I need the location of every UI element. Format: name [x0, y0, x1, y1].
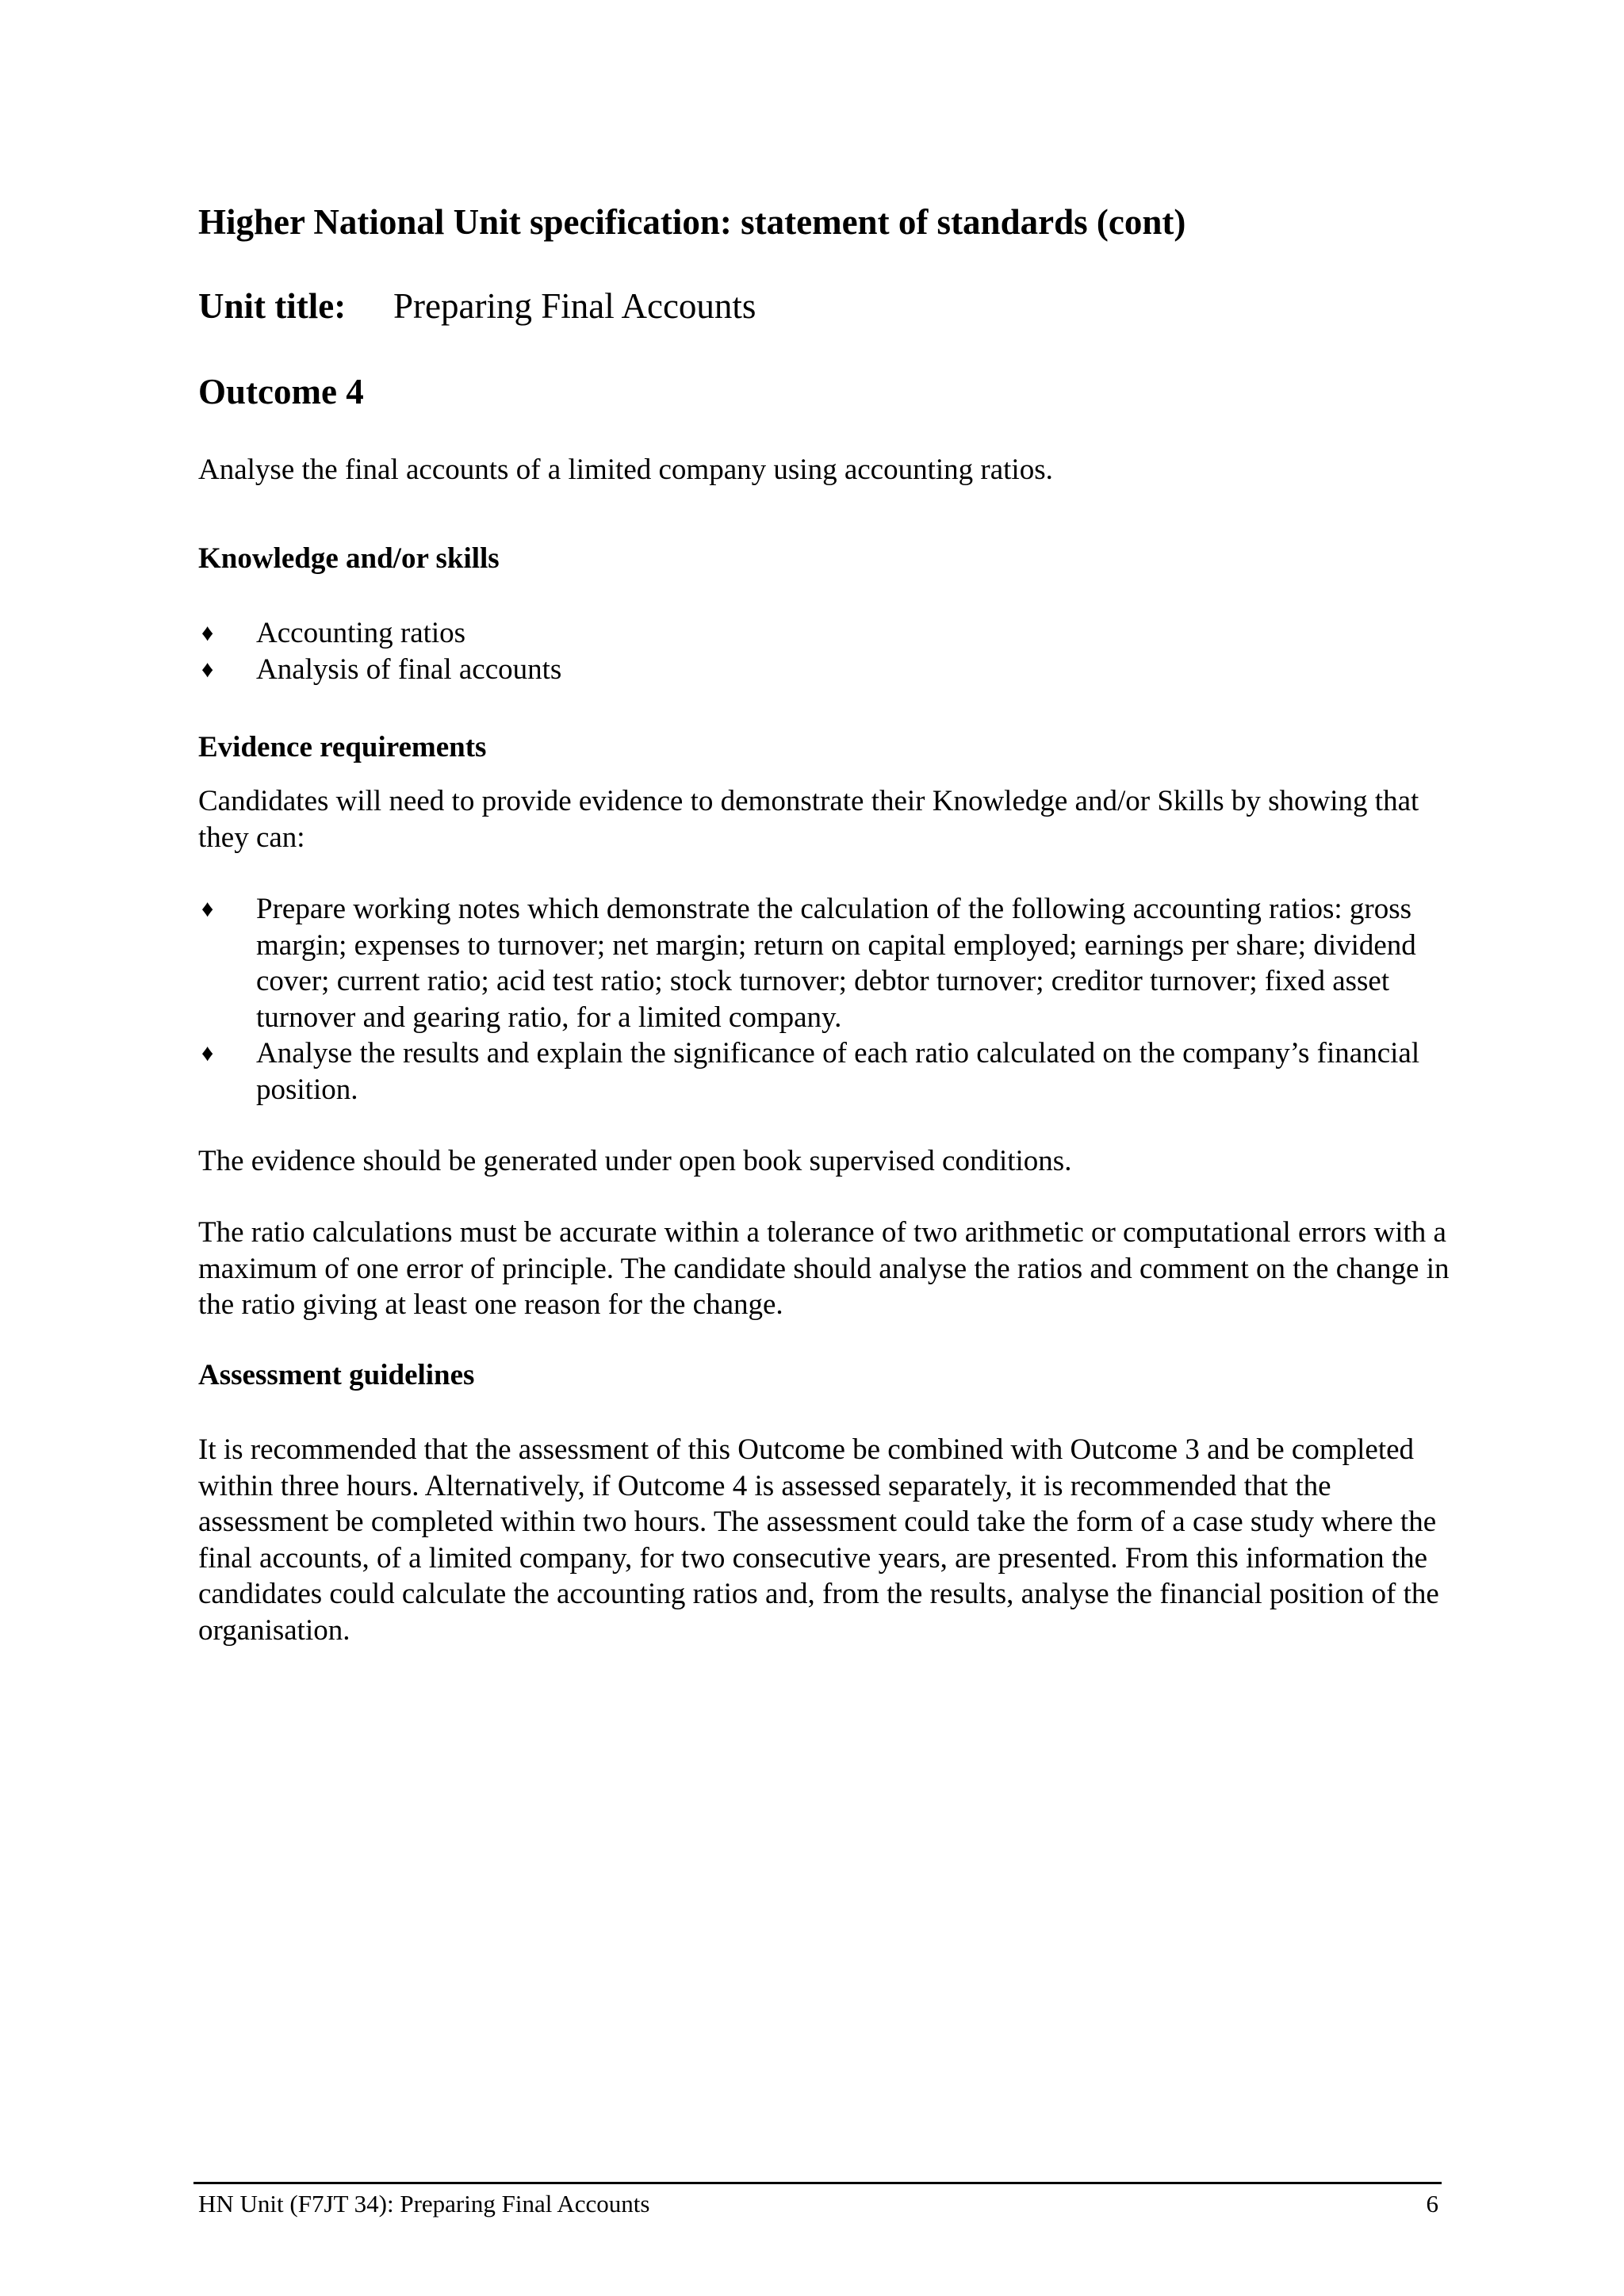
unit-title-label: Unit title: — [198, 286, 347, 326]
list-item — [198, 891, 1451, 1035]
diamond-bullet-icon: ♦ — [201, 896, 214, 922]
unit-title-row — [198, 284, 756, 328]
list-item — [198, 615, 1451, 652]
assessment-heading: Assessment guidelines — [198, 1359, 475, 1391]
evidence-item-text: Analyse the results and explain the significance of each ratio calculated on the company’s financial position. — [256, 1037, 1420, 1106]
evidence-item-text: Prepare working notes which demonstrate the calculation of the following accounting ratios: gross margin; expenses to turnover; net margin; return on capital employed; earnings per share; dividend cover; current ratio; acid test ratio; stock turnover; debtor turnover; creditor turnover; fixed asset turnover and gearing ratio, for a limited company. — [256, 893, 1416, 1034]
knowledge-heading: Knowledge and/or skills — [198, 542, 500, 575]
outcome-heading: Outcome 4 — [198, 372, 364, 411]
knowledge-list — [198, 615, 1451, 687]
evidence-heading: Evidence requirements — [198, 731, 487, 763]
evidence-intro: Candidates will need to provide evidence to demonstrate their Knowledge and/or Skills by showing that they can: — [198, 785, 1419, 854]
page-number: 6 — [1426, 2190, 1438, 2218]
knowledge-item-text: Analysis of final accounts — [256, 652, 562, 686]
evidence-tolerance: The ratio calculations must be accurate within a tolerance of two arithmetic or computational errors with a maximum of one error of principle. The candidate should analyse the ratios and comment on the change in the ratio giving at least one reason for the change. — [198, 1216, 1450, 1321]
evidence-conditions: The evidence should be generated under open book supervised conditions. — [198, 1145, 1072, 1177]
list-item — [198, 652, 1451, 688]
page-title: Higher National Unit specification: statement of standards (cont) — [198, 202, 1186, 242]
evidence-list — [198, 891, 1451, 1108]
footer-unit-label: HN Unit (F7JT 34): Preparing Final Accounts — [198, 2190, 650, 2218]
outcome-statement: Analyse the final accounts of a limited company using accounting ratios. — [198, 453, 1053, 486]
knowledge-item-text: Accounting ratios — [256, 617, 466, 649]
footer-divider — [193, 2182, 1442, 2184]
diamond-bullet-icon: ♦ — [201, 620, 214, 646]
assessment-text: It is recommended that the assessment of this Outcome be combined with Outcome 3 and be completed within three hours. Alternatively, if Outcome 4 is assessed separately, it is recommended that the assessment be completed within two hours. The assessment could take the form of a case study where the final accounts, of a limited company, for two consecutive years, are presented. From this information the candidates could calculate the accounting ratios and, from the results, analyse the financial position of the organisation. — [198, 1433, 1439, 1647]
unit-title-value: Preparing Final Accounts — [393, 286, 756, 326]
list-item — [198, 1035, 1451, 1108]
diamond-bullet-icon: ♦ — [201, 1040, 214, 1066]
diamond-bullet-icon: ♦ — [201, 656, 214, 683]
